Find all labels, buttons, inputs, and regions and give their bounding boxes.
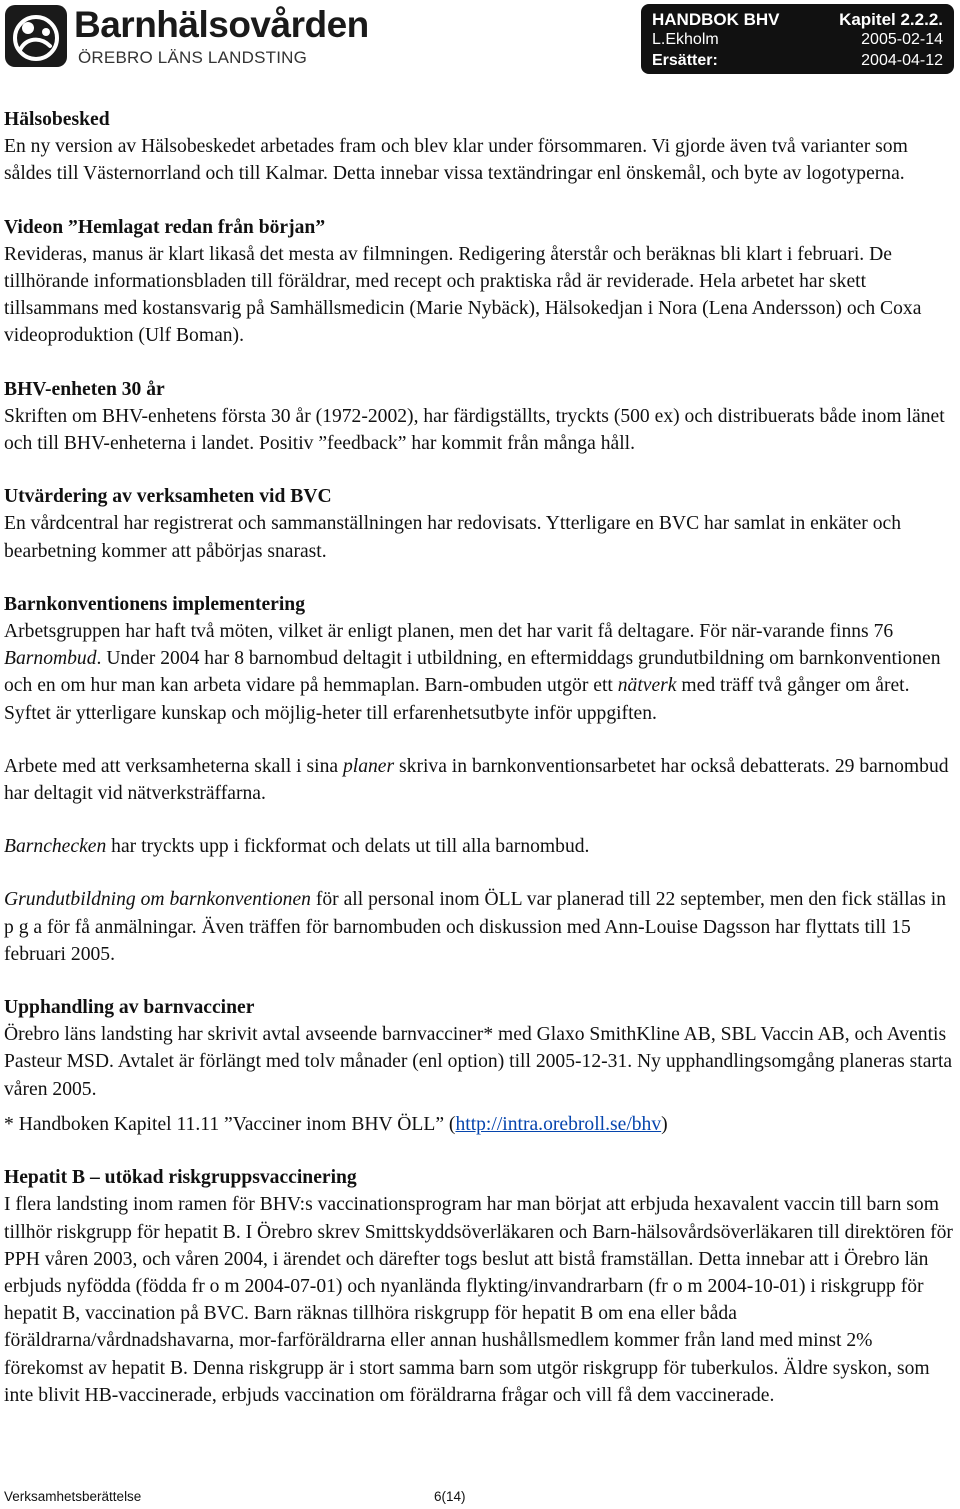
section-heading: Hepatit B – utökad riskgruppsvaccinering <box>4 1167 357 1189</box>
barnhalsovarden-logo-icon <box>4 4 68 68</box>
section-heading: Upphandling av barnvacciner <box>4 997 255 1019</box>
section-upphandling <box>4 994 956 1138</box>
text-run: med träff två gånger om året. Syftet är ytterligare kunskap och möjlig-heter till erfarenhetsutbyte inför uppgiften. <box>4 675 910 724</box>
text-run: * Handboken Kapitel 11.11 ”Vacciner inom BHV ÖLL” ( <box>4 1113 456 1135</box>
info-row <box>652 52 943 72</box>
section-hepatit-b <box>4 1164 956 1409</box>
info-row <box>652 31 943 51</box>
paragraph: Revideras, manus är klart likaså det mesta av filmningen. Redigering återstår och beräknas bli klart i februari. De tillhörande informationsbladen till föräldrar, med recept och praktiska råd är reviderade. Hela arbetet har skett tillsammans med kostansvarig på Samhällsmedicin (Marie Nybäck), Hälsokedjan i Nora (Lena Andersson) och Coxa videoproduktion (Ulf Boman). <box>4 243 922 347</box>
intranet-link[interactable]: http://intra.orebroll.se/bhv <box>455 1113 662 1135</box>
section-utvardering <box>4 483 956 565</box>
page-number: 6(14) <box>434 1489 466 1504</box>
section-barnkonventionen <box>4 591 956 968</box>
text-run: Arbete med att verksamheterna skall i sina <box>4 755 343 777</box>
logo-title: Barnhälsovården <box>74 4 369 45</box>
section-heading: BHV-enheten 30 år <box>4 378 165 400</box>
text-run: har tryckts upp i fickformat och delats ut till alla barnombud. <box>106 836 590 858</box>
replaces-label: Ersätter: <box>652 52 718 69</box>
italic-term: Barnchecken <box>4 836 107 858</box>
section-halsobesked <box>4 106 956 188</box>
paragraph: En ny version av Hälsobeskedet arbetades fram och blev klar under försommaren. Vi gjorde även två varianter som såldes till Västernorrland och till Kalmar. Detta innebar vissa textändringar enl önskemål, och byte av logotyperna. <box>4 136 908 185</box>
text-run: skriva in barnkonventionsarbetet har också debatterats. 29 barnombud har deltagit vid nätverksträffarna. <box>4 755 949 805</box>
paragraph: I flera landsting inom ramen för BHV:s vaccinationsprogram har man börjat att erbjuda hexavalent vaccin till barn som tillhör riskgrupp för hepatit B. I Örebro skrev Smittskyddsöverläkaren och Barn-hälsovårdsöverläkaren till direktören för PPH våren 2003, och våren 2004, i ärendet och därefter togs beslut att bistå framställan. Detta innebar att i Örebro län erbjuds nyfödda (födda fr o m 2004-07-01) och nyanlända flykting/invandrarbarn (fr o m 2004-10-01) i riskgrupp för hepatit B, vaccination på BVC. Barn räknas tillhöra riskgrupp för hepatit B om ena eller båda föräldrarna/vårdnadshavarna, mor-farföräldrarna eller annan hushållsmedlem kommer från land med minst 2% förekomst av hepatit B. Denna riskgrupp är i stort samma barn som utgör riskgrupp för tuberkulos. Äldre syskon, som inte blivit HB-vaccinerade, erbjuds vaccination om föräldrarna frågar och vill få dem vaccinerade. <box>4 1194 953 1406</box>
italic-term: nätverk <box>617 675 677 697</box>
paragraph <box>4 753 956 807</box>
section-heading: Barnkonventionens implementering <box>4 593 305 615</box>
replaces-date: 2004-04-12 <box>861 52 943 69</box>
text-run: ) <box>661 1113 668 1135</box>
info-row <box>652 10 943 30</box>
document-info-box <box>641 4 954 74</box>
section-videon <box>4 214 956 350</box>
text-run: . Under 2004 har 8 barnombud deltagit i utbildning, en eftermiddags grundutbildning om barnkonventionen och en om hur man kan arbeta vidare på hemmaplan. Barn-ombuden utgör ett <box>4 648 941 697</box>
italic-term: planer <box>342 755 395 777</box>
footnote <box>4 1111 956 1138</box>
document-body <box>4 106 956 1435</box>
footer-title: Verksamhetsberättelse <box>4 1489 142 1504</box>
handbook-label: HANDBOK BHV <box>652 10 780 29</box>
author-label: L.Ekholm <box>652 31 719 48</box>
date-label: 2005-02-14 <box>861 31 943 48</box>
paragraph: Örebro läns landsting har skrivit avtal avseende barnvacciner* med Glaxo SmithKline AB, SBL Vaccin AB, och Aventis Pasteur MSD. Avtalet är förlängt med tolv månader (enl option) till 2005-12-31. Ny upphandlingsomgång planeras starta våren 2005. <box>4 1024 953 1100</box>
section-bhv-30 <box>4 376 956 458</box>
text-run: Arbetsgruppen har haft två möten, vilket är enligt planen, men det har varit få deltagare. För när-varande finns 76 <box>4 621 894 643</box>
chapter-label: Kapitel 2.2.2. <box>839 10 943 29</box>
logo-subtitle: ÖREBRO LÄNS LANDSTING <box>78 48 308 67</box>
section-heading: Videon ”Hemlagat redan från början” <box>4 216 326 238</box>
paragraph: En vårdcentral har registrerat och sammanställningen har redovisats. Ytterligare en BVC har samlat in enkäter och bearbetning kommer att påbörjas snarast. <box>4 513 901 562</box>
page-header <box>0 0 960 80</box>
paragraph <box>4 618 956 727</box>
section-heading: Hälsobesked <box>4 109 110 130</box>
paragraph: Skriften om BHV-enhetens första 30 år (1972-2002), har färdigställts, tryckts (500 ex) och distribuerats både inom länet och till BHV-enheterna i landet. Positiv ”feedback” har kommit från många håll. <box>4 405 945 455</box>
italic-term: Barnombud <box>4 648 97 670</box>
paragraph <box>4 833 956 860</box>
italic-term: Grundutbildning om barnkonventionen <box>4 889 311 911</box>
logo <box>4 4 369 70</box>
text-run: för all personal inom ÖLL var planerad till 22 september, men den fick ställas in p g a för få anmälningar. Även träffen för barnombuden och diskussion med Ann-Louise Dagsson har flyttats till 15 februari 2005. <box>4 889 947 965</box>
section-heading: Utvärdering av verksamheten vid BVC <box>4 486 332 508</box>
paragraph <box>4 886 956 968</box>
